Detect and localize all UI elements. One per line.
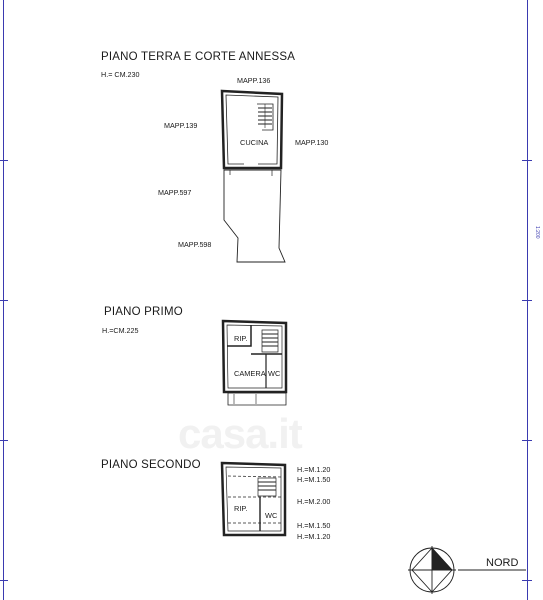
label-mapp-139: MAPP.139 — [164, 121, 198, 130]
room-label-camera: CAMERA — [234, 369, 266, 378]
second-floor-height-4: H.=M.1.50 — [297, 521, 331, 530]
room-label-wc-second: WC — [265, 511, 278, 520]
first-floor-plan — [223, 321, 286, 405]
label-mapp-598: MAPP.598 — [178, 240, 212, 249]
first-floor-height: H.=CM.225 — [102, 326, 139, 335]
watermark: casa.it — [178, 410, 302, 457]
ground-floor-courtyard — [224, 170, 285, 262]
compass-rose — [408, 546, 526, 594]
label-mapp-136: MAPP.136 — [237, 76, 271, 85]
room-label-rip-second: RIP. — [234, 504, 248, 513]
label-mapp-130: MAPP.130 — [295, 138, 329, 147]
second-floor-height-5: H.=M.1.20 — [297, 532, 331, 541]
room-label-cucina: CUCINA — [240, 138, 269, 147]
label-mapp-597: MAPP.597 — [158, 188, 192, 197]
second-floor-height-1: H.=M.1.20 — [297, 465, 331, 474]
first-floor-title: PIANO PRIMO — [104, 306, 183, 318]
second-floor-height-3: H.=M.2.00 — [297, 497, 331, 506]
north-label: NORD — [486, 557, 519, 569]
room-label-wc: WC — [268, 369, 281, 378]
ground-floor-height: H.= CM.230 — [101, 70, 140, 79]
second-floor-plan — [222, 463, 285, 535]
side-note: 1:200 — [534, 226, 540, 239]
ground-floor-title: PIANO TERRA E CORTE ANNESSA — [101, 51, 296, 63]
ground-floor-house — [222, 91, 282, 168]
second-floor-title: PIANO SECONDO — [101, 459, 201, 471]
room-label-rip: RIP. — [234, 334, 248, 343]
second-floor-height-2: H.=M.1.50 — [297, 475, 331, 484]
